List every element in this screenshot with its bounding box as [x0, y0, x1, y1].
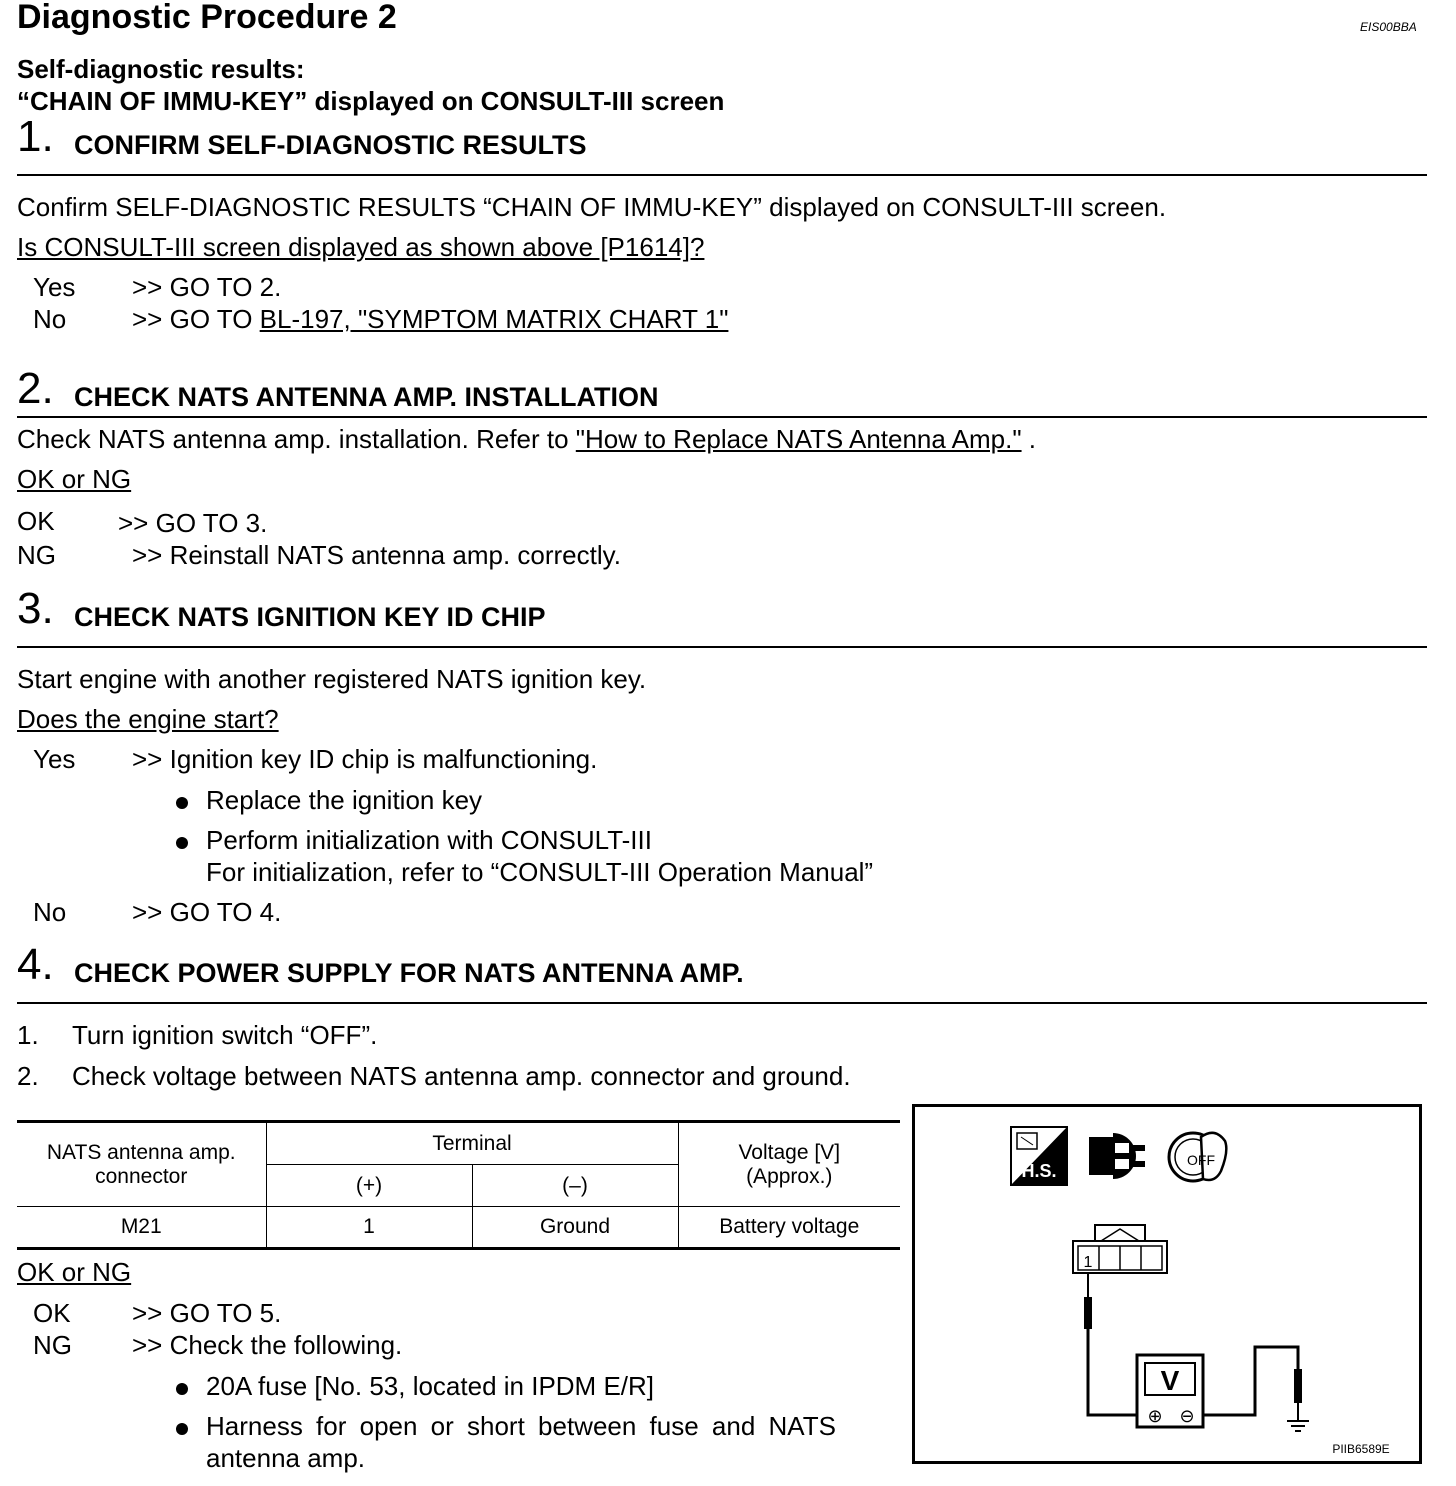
voltage-header-line-1: Voltage [V] — [738, 1140, 841, 1164]
terminal-minus-cell: Ground — [472, 1207, 678, 1249]
step-3-yes-action: >> Ignition key ID chip is malfunctioning. — [132, 744, 598, 774]
connector-header-line-1: NATS antenna amp. — [46, 1140, 236, 1164]
step-4-question: OK or NG — [17, 1257, 132, 1287]
ground-icon — [1287, 1421, 1309, 1431]
step-4-bullet-1: 20A fuse [No. 53, located in IPDM E/R] — [206, 1371, 655, 1401]
terminal-header: Terminal — [266, 1122, 678, 1165]
step-2-instruction — [17, 424, 1036, 455]
terminal-plus-cell: 1 — [266, 1207, 472, 1249]
negative-probe — [1203, 1347, 1302, 1421]
step-1-question: Is CONSULT-III screen displayed as shown above [P1614]? — [17, 232, 705, 262]
step-4-item-1-number: 1. — [17, 1020, 39, 1050]
step-3-bullet-2-cont: For initialization, refer to “CONSULT-III Operation Manual” — [206, 857, 874, 887]
harness-connector — [1073, 1225, 1167, 1273]
svg-text:⊕: ⊕ — [1147, 1406, 1163, 1427]
symptom-matrix-link[interactable]: BL-197, "SYMPTOM MATRIX CHART 1" — [259, 304, 729, 334]
ignition-off-icon — [1169, 1133, 1226, 1181]
step-1-yes-action: >> GO TO 2. — [132, 272, 282, 302]
terminal-minus-header: (–) — [472, 1165, 678, 1207]
step-1-number: 1. — [17, 112, 54, 161]
step-4-item-1: Turn ignition switch “OFF”. — [72, 1020, 378, 1050]
step-4-ng-action: >> Check the following. — [132, 1330, 403, 1360]
step-4-ok-action: >> GO TO 5. — [132, 1298, 282, 1328]
step-3-no-label: No — [33, 897, 67, 927]
figure-id: PIIB6589E — [1332, 1442, 1390, 1456]
disconnect-icon — [1089, 1133, 1145, 1179]
voltage-cell: Battery voltage — [678, 1207, 900, 1249]
step-2-divider — [17, 416, 1427, 418]
svg-text:⊖: ⊖ — [1179, 1406, 1195, 1427]
step-1-yes-label: Yes — [33, 272, 76, 302]
page-title: Diagnostic Procedure 2 — [17, 0, 397, 36]
step-3-instruction: Start engine with another registered NATS ignition key. — [17, 664, 647, 694]
replace-antenna-amp-link[interactable]: "How to Replace NATS Antenna Amp." — [575, 424, 1022, 454]
bullet-icon — [176, 1383, 188, 1395]
step-2-ng-action: >> Reinstall NATS antenna amp. correctly. — [132, 540, 621, 570]
table-row — [17, 1207, 900, 1249]
voltage-header-line-2: (Approx.) — [746, 1164, 833, 1188]
step-4-bullet-2-cont: antenna amp. — [206, 1443, 366, 1473]
step-4-item-2-number: 2. — [17, 1061, 39, 1091]
bullet-icon — [176, 797, 188, 809]
step-3-divider — [17, 646, 1427, 648]
step-1-divider — [17, 174, 1427, 176]
step-2-ng-label: NG — [17, 540, 56, 570]
step-4-ok-label: OK — [33, 1298, 71, 1328]
connector-header — [17, 1122, 266, 1207]
svg-text:OFF: OFF — [1187, 1152, 1215, 1168]
harness-side-icon — [1011, 1127, 1067, 1185]
step-3-bullet-1: Replace the ignition key — [206, 785, 483, 815]
step-4-number: 4. — [17, 940, 54, 989]
step-4-ng-label: NG — [33, 1330, 72, 1360]
step-2-instruction-suffix: . — [1021, 424, 1037, 454]
step-2-title: CHECK NATS ANTENNA AMP. INSTALLATION — [74, 382, 659, 412]
svg-text:H.S.: H.S. — [1021, 1161, 1057, 1181]
voltage-check-diagram — [912, 1104, 1422, 1464]
step-1-no-label: No — [33, 304, 67, 334]
positive-probe — [1084, 1273, 1137, 1415]
bullet-icon — [176, 1423, 188, 1435]
step-4-divider — [17, 1002, 1427, 1004]
connector-header-line-2: connector — [95, 1164, 188, 1188]
subtitle-line-1: Self-diagnostic results: — [17, 54, 305, 84]
step-4-bullet-2: Harness for open or short between fuse and NATS — [206, 1411, 836, 1441]
document-id: EIS00BBA — [1360, 20, 1417, 34]
step-2-number: 2. — [17, 364, 54, 413]
step-2-ok-label: OK — [17, 506, 55, 536]
svg-text:V: V — [1160, 1365, 1180, 1396]
subtitle-line-2: “CHAIN OF IMMU-KEY” displayed on CONSULT-III screen — [17, 86, 725, 116]
step-3-yes-label: Yes — [33, 744, 76, 774]
step-3-title: CHECK NATS IGNITION KEY ID CHIP — [74, 602, 546, 632]
bullet-icon — [176, 837, 188, 849]
step-1-no-action-prefix: >> GO TO — [132, 304, 260, 334]
step-4-title: CHECK POWER SUPPLY FOR NATS ANTENNA AMP. — [74, 958, 744, 988]
wiring-diagram — [915, 1107, 1419, 1461]
terminal-plus-header: (+) — [266, 1165, 472, 1207]
step-2-ok-action: >> GO TO 3. — [118, 508, 268, 538]
step-3-number: 3. — [17, 584, 54, 633]
step-3-bullet-2: Perform initialization with CONSULT-III — [206, 825, 652, 855]
step-3-question: Does the engine start? — [17, 704, 279, 734]
step-2-question: OK or NG — [17, 464, 132, 494]
step-4-item-2: Check voltage between NATS antenna amp. connector and ground. — [72, 1061, 851, 1091]
connector-cell: M21 — [17, 1207, 266, 1249]
voltage-header — [678, 1122, 900, 1207]
voltmeter — [1137, 1355, 1203, 1427]
voltage-spec-table — [17, 1120, 900, 1250]
svg-text:1: 1 — [1083, 1254, 1093, 1271]
step-1-no-action — [132, 304, 728, 335]
step-1-title: CONFIRM SELF-DIAGNOSTIC RESULTS — [74, 130, 587, 160]
step-2-instruction-prefix: Check NATS antenna amp. installation. Refer to — [17, 424, 576, 454]
step-3-no-action: >> GO TO 4. — [132, 897, 282, 927]
step-1-instruction: Confirm SELF-DIAGNOSTIC RESULTS “CHAIN OF IMMU-KEY” displayed on CONSULT-III screen. — [17, 192, 1167, 222]
